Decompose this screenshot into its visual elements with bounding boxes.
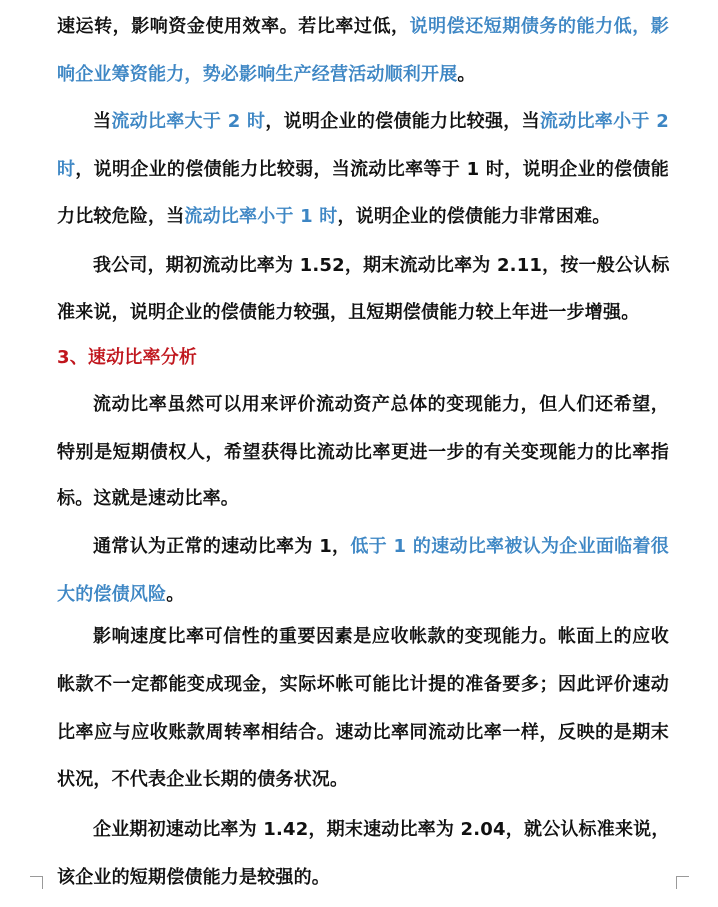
paragraph-line: [57, 441, 669, 465]
page-corner-mark-left: [30, 876, 43, 889]
paragraph-line: [57, 205, 669, 229]
body-text: 力比较危险，当: [57, 206, 185, 227]
body-text: ，说明企业的偿债能力比较弱，当流动比率等于 1 时，说明企业的偿债能: [75, 159, 670, 180]
paragraph-line: [57, 158, 669, 182]
highlighted-text: 响企业筹资能力，势必影响生产经营活动顺利开展: [57, 64, 458, 85]
body-text: 我公司，期初流动比率为 1.52，期末流动比率为 2.11，按一般公认标: [93, 255, 670, 276]
body-text: 状况，不代表企业长期的债务状况。: [57, 769, 349, 790]
paragraph-line: [57, 673, 669, 697]
paragraph-line: [57, 301, 669, 325]
body-text: 当: [93, 111, 112, 132]
paragraph-line: [57, 487, 669, 511]
body-text: 。: [166, 584, 185, 605]
body-text: 。: [457, 64, 476, 85]
body-text: 通常认为正常的速动比率为 1，: [93, 536, 351, 557]
paragraph-line: [57, 721, 669, 745]
page-corner-mark-right: [676, 876, 689, 889]
paragraph-line: [57, 535, 669, 559]
paragraph-line: [57, 254, 669, 278]
highlighted-text: 大的偿债风险: [57, 584, 167, 605]
body-text: 该企业的短期偿债能力是较强的。: [57, 867, 330, 888]
body-text: ，说明企业的偿债能力非常困难。: [337, 206, 611, 227]
highlighted-text: 流动比率大于 2 时: [111, 111, 266, 132]
paragraph-line: [57, 110, 669, 134]
body-text: 标。这就是速动比率。: [57, 488, 239, 509]
body-text: 企业期初速动比率为 1.42，期末速动比率为 2.04，就公认标准来说，: [93, 819, 670, 840]
paragraph-line: [57, 583, 669, 607]
paragraph-line: [57, 393, 669, 417]
body-text: 速运转，影响资金使用效率。若比率过低，: [57, 16, 410, 37]
highlighted-text: 时: [57, 159, 76, 180]
section-heading: [57, 346, 669, 370]
paragraph-line: [57, 15, 669, 39]
heading-text: 3、速动比率分析: [57, 347, 198, 368]
body-text: 帐款不一定都能变成现金，实际坏帐可能比计提的准备要多；因此评价速动: [57, 674, 669, 695]
body-text: ，说明企业的偿债能力比较强，当: [265, 111, 540, 132]
highlighted-text: 说明偿还短期债务的能力低，影: [409, 16, 669, 37]
paragraph-line: [57, 768, 669, 792]
body-text: 影响速度比率可信性的重要因素是应收帐款的变现能力。帐面上的应收: [93, 626, 669, 647]
highlighted-text: 低于 1 的速动比率被认为企业面临着很: [350, 536, 669, 557]
paragraph-line: [57, 625, 669, 649]
paragraph-line: [57, 63, 669, 87]
body-text: 比率应与应收账款周转率相结合。速动比率同流动比率一样，反映的是期末: [57, 722, 669, 743]
paragraph-line: [57, 866, 669, 890]
highlighted-text: 流动比率小于 1 时: [184, 206, 338, 227]
paragraph-line: [57, 818, 669, 842]
body-text: 特别是短期债权人，希望获得比流动比率更进一步的有关变现能力的比率指: [57, 442, 669, 463]
body-text: 流动比率虽然可以用来评价流动资产总体的变现能力，但人们还希望，: [93, 394, 669, 415]
highlighted-text: 流动比率小于 2: [539, 111, 670, 132]
body-text: 准来说，说明企业的偿债能力较强，且短期偿债能力较上年进一步增强。: [57, 302, 640, 323]
